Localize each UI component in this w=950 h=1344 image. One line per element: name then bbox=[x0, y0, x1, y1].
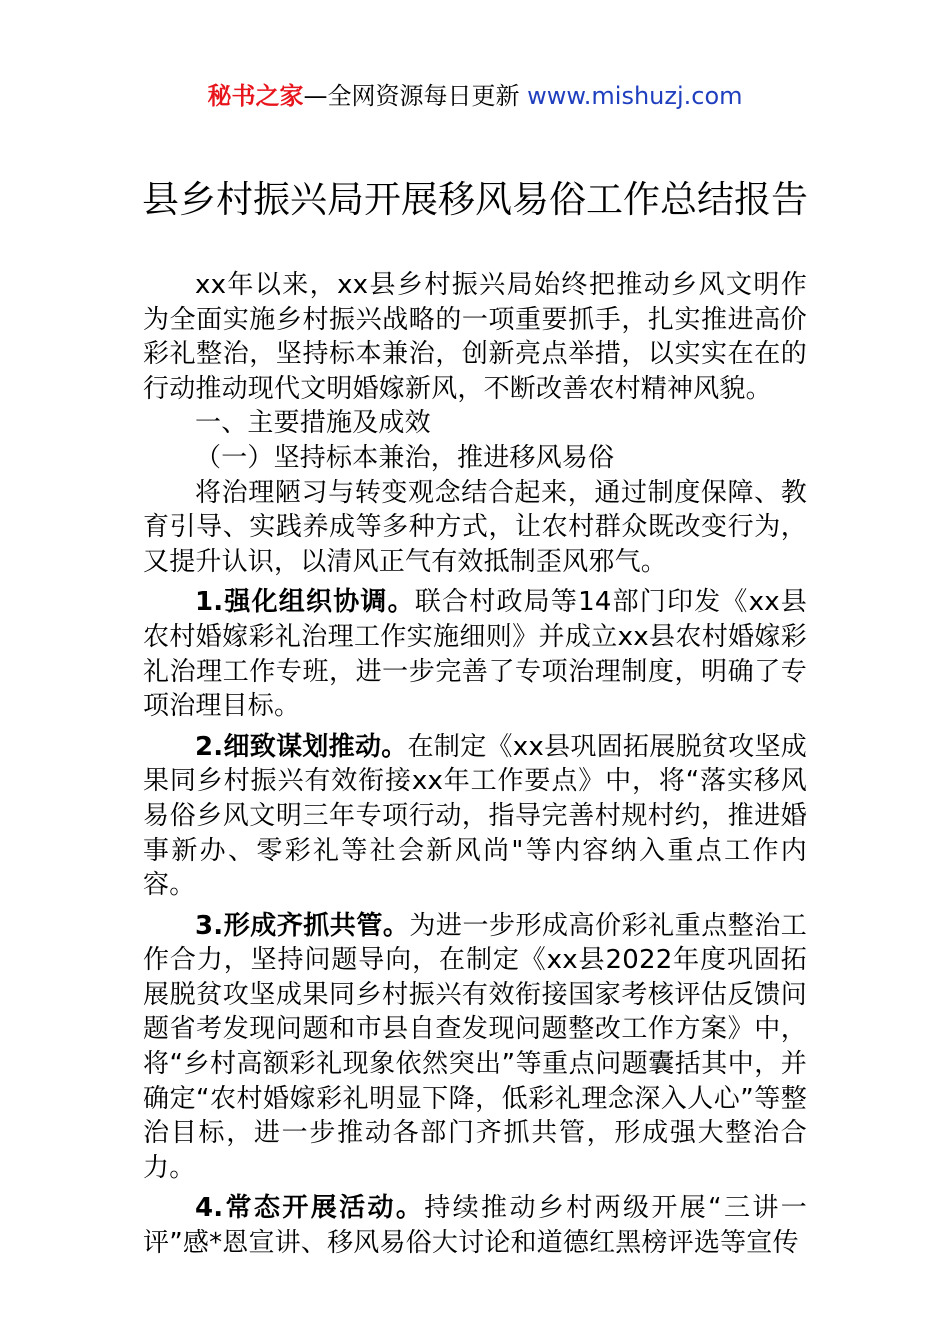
intro-paragraph: xx年以来，xx县乡村振兴局始终把推动乡风文明作为全面实施乡村振兴战略的一项重要抓手，扎实推进高价彩礼整治，坚持标本兼治，创新亮点举措，以实实在在的行动推动现代文明婚嫁新风，不断改善农村精神风貌。 bbox=[143, 270, 807, 404]
measure-item-heading: 2.细致谋划推动。 bbox=[195, 731, 408, 762]
site-tagline: —全网资源每日更新 bbox=[303, 82, 528, 110]
measure-item-text: 在制定《xx县巩固拓展脱贫攻坚成果同乡村振兴有效衔接xx年工作要点》中，将“落实移风易俗乡风文明三年专项行动，指导完善村规村约，推进婚事新办、零彩礼等社会新风尚"等内容纳入重点工作内容。 bbox=[143, 731, 807, 901]
measure-item-text: 为进一步形成高价彩礼重点整治工作合力，坚持问题导向，在制定《xx县2022年度巩固拓展脱贫攻坚成果同乡村振兴有效衔接国家考核评估反馈问题省考发现问题和市县自查发现问题整改工作方案》中，将“乡村高额彩礼现象依然突出”等重点问题囊括其中，并确定“农村婚嫁彩礼明显下降，低彩礼理念深入人心”等整治目标，进一步推动各部门齐抓共管，形成强大整治合力。 bbox=[143, 910, 807, 1183]
measure-item-text: 持续推动乡村两级开展“三讲一评”感*恩宣讲、移风易俗大讨论和道德红黑榜评选等宣传 bbox=[143, 1193, 807, 1259]
measure-item-4 bbox=[143, 1191, 807, 1260]
measure-item-text: 联合村政局等14部门印发《xx县农村婚嫁彩礼治理工作实施细则》并成立xx县农村婚嫁彩礼治理工作专班，进一步完善了专项治理制度，明确了专项治理目标。 bbox=[143, 587, 807, 722]
measure-item-heading: 1.强化组织协调。 bbox=[195, 587, 415, 618]
document-body bbox=[143, 268, 807, 1261]
subsection-paragraph: 将治理陋习与转变观念结合起来，通过制度保障、教育引导、实践养成等多种方式，让农村群众既改变行为，又提升认识，以清风正气有效抵制歪风邪气。 bbox=[143, 477, 807, 577]
section-heading: 一、主要措施及成效 bbox=[195, 408, 431, 439]
site-header bbox=[0, 80, 950, 112]
measure-item-3 bbox=[143, 909, 807, 1186]
subsection-heading: （一）坚持标本兼治，推进移风易俗 bbox=[195, 442, 615, 473]
measure-item-2 bbox=[143, 730, 807, 903]
site-brand: 秘书之家 bbox=[207, 82, 304, 110]
document-title: 县乡村振兴局开展移风易俗工作总结报告 bbox=[142, 178, 808, 221]
measure-item-heading: 4.常态开展活动。 bbox=[195, 1193, 425, 1224]
site-url-link[interactable]: www.mishuzj.com bbox=[527, 82, 743, 110]
measure-item-1 bbox=[143, 585, 807, 723]
measure-item-heading: 3.形成齐抓共管。 bbox=[195, 910, 410, 941]
